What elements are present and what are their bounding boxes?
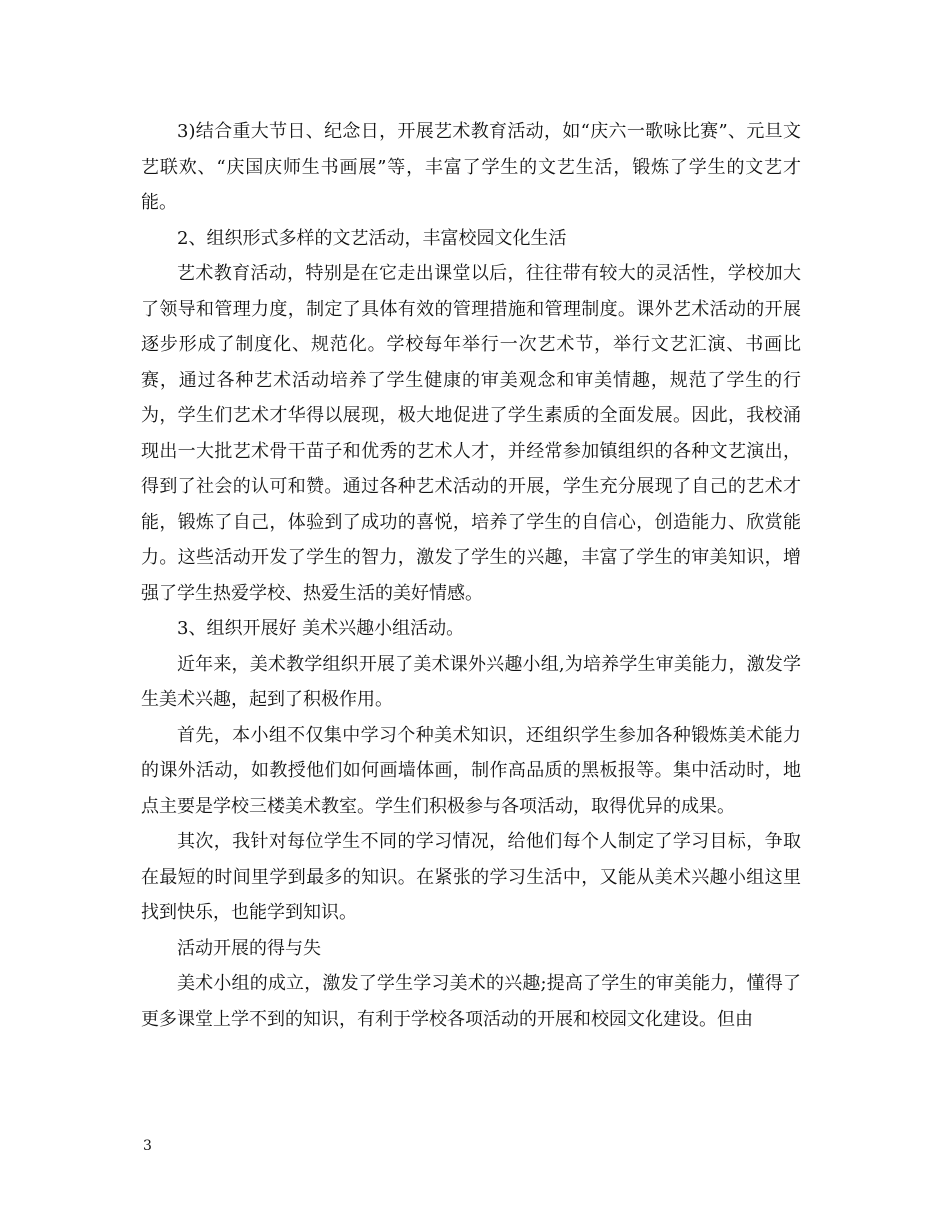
body-text: [141, 114, 801, 1037]
paragraph: 其次，我针对每位学生不同的学习情况，给他们每个人制定了学习目标，争取在最短的时间里学到最多的知识。在紧张的学习生活中，又能从美术兴趣小组这里找到快乐，也能学到知识。: [141, 831, 801, 923]
paragraph: 美术小组的成立，激发了学生学习美术的兴趣;提高了学生的审美能力，懂得了更多课堂上学不到的知识，有利于学校各项活动的开展和校园文化建设。但由: [141, 973, 801, 1030]
page-number: 3: [143, 1138, 152, 1154]
paragraph: 活动开展的得与失: [177, 937, 321, 959]
paragraph: 近年来，美术教学组织开展了美术课外兴趣小组,为培养学生审美能力，激发学生美术兴趣，起到了积极作用。: [141, 653, 801, 710]
paragraph: 2、组织形式多样的文艺活动，丰富校园文化生活: [177, 227, 567, 249]
paragraph: 艺术教育活动，特别是在它走出课堂以后，往往带有较大的灵活性，学校加大了领导和管理力度，制定了具体有效的管理措施和管理制度。课外艺术活动的开展逐步形成了制度化、规范化。学校每年举行一次艺术节，举行文艺汇演、书画比赛，通过各种艺术活动培养了学生健康的审美观念和审美情趣，规范了学生的行为，学生们艺术才华得以展现，极大地促进了学生素质的全面发展。因此，我校涌现出一大批艺术骨干苗子和优秀的艺术人才，并经常参加镇组织的各种文艺演出，得到了社会的认可和赞。通过各种艺术活动的开展，学生充分展现了自己的艺术才能，锻炼了自己，体验到了成功的喜悦，培养了学生的自信心，创造能力、欣赏能力。这些活动开发了学生的智力，激发了学生的兴趣，丰富了学生的审美知识，增强了学生热爱学校、热爱生活的美好情感。: [141, 263, 801, 604]
paragraph: 3、组织开展好 美术兴趣小组活动。: [177, 618, 465, 639]
paragraph: 首先，本小组不仅集中学习个种美术知识，还组织学生参加各种锻炼美术能力的课外活动，如教授他们如何画墙体画，制作高品质的黑板报等。集中活动时，地点主要是学校三楼美术教室。学生们积极参与各项活动，取得优异的成果。: [141, 724, 801, 817]
paragraph: 3)结合重大节日、纪念日，开展艺术教育活动，如“庆六一歌咏比赛”、元旦文艺联欢、“庆国庆师生书画展”等，丰富了学生的文艺生活，锻炼了学生的文艺才能。: [141, 121, 801, 213]
